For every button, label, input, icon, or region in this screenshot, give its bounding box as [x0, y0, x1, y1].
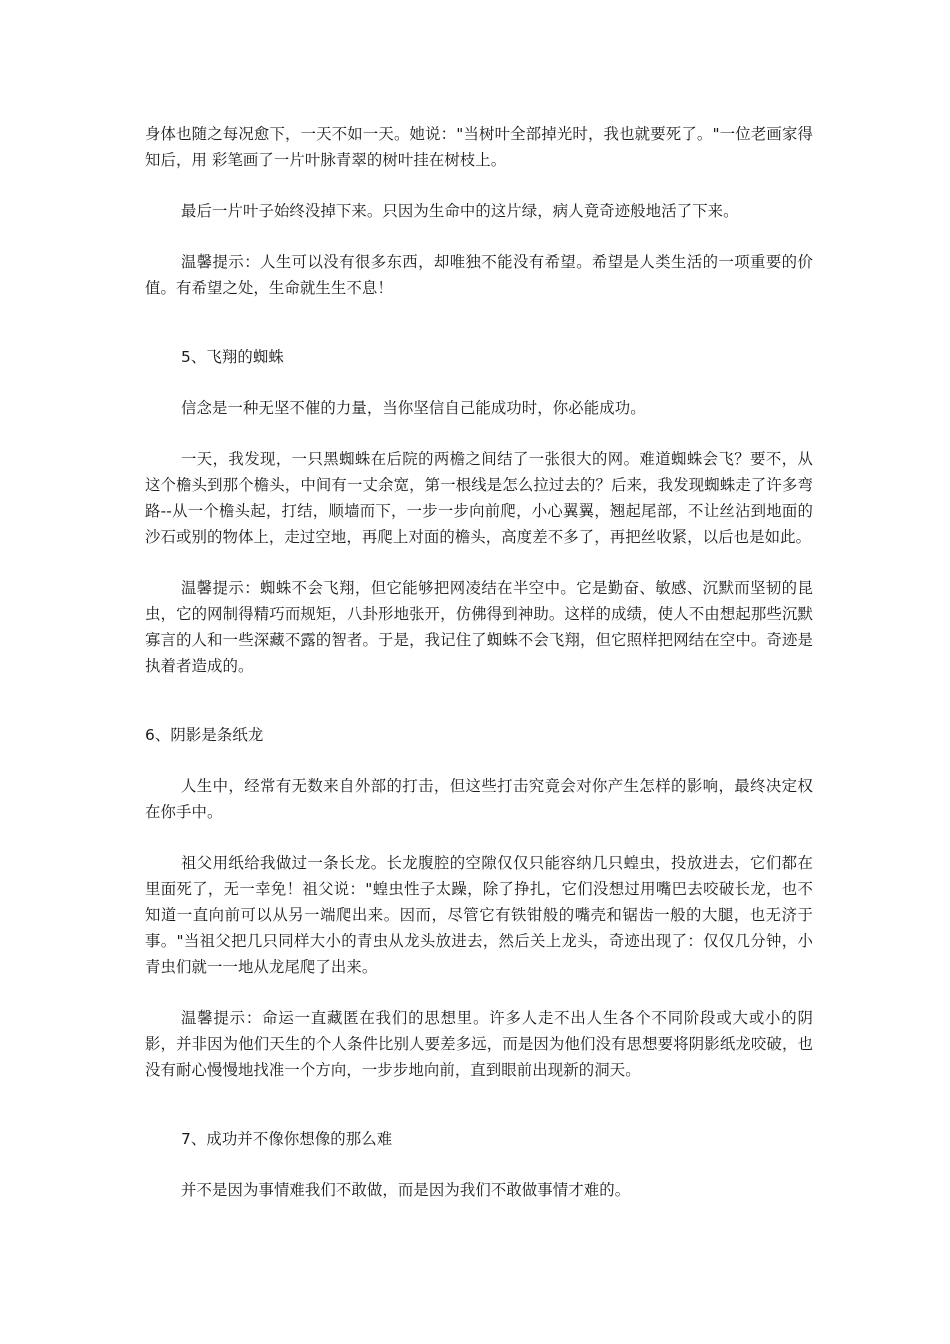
paragraph-belief: 信念是一种无坚不催的力量，当你坚信自己能成功时，你必能成功。 — [181, 399, 646, 417]
document-page — [145, 121, 813, 1203]
section-heading-7: 7、成功并不像你想像的那么难 — [181, 1130, 393, 1148]
paragraph-not-hard: 并不是因为事情难我们不敢做，而是因为我们不敢做事情才难的。 — [181, 1181, 631, 1199]
paragraph-tip-hope: 温馨提示：人生可以没有很多东西，却唯独不能没有希望。希望是人类生活的一项重要的价值。有希望之处，生命就生生不息！ — [145, 253, 813, 297]
paragraph-life-blows: 人生中，经常有无数来自外部的打击，但这些打击究竟会对你产生怎样的影响，最终决定权在你手中。 — [145, 777, 813, 821]
paragraph-tip-spider: 温馨提示：蜘蛛不会飞翔，但它能够把网凌结在半空中。它是勤奋、敏感、沉默而坚韧的昆虫，它的网制得精巧而规矩，八卦形地张开，仿佛得到神助。这样的成绩，使人不由想起那些沉默寡言的人和一些深藏不露的智者。于是，我记住了蜘蛛不会飞翔，但它照样把网结在空中。奇迹是执着者造成的。 — [145, 579, 813, 675]
section-heading-5: 5、飞翔的蜘蛛 — [181, 348, 284, 366]
paragraph-spider-story: 一天，我发现，一只黑蜘蛛在后院的两檐之间结了一张很大的网。难道蜘蛛会飞？要不，从这个檐头到那个檐头，中间有一丈余宽，第一根线是怎么拉过去的？后来，我发现蜘蛛走了许多弯路--从一个檐头起，打结，顺墙而下，一步一步向前爬，小心翼翼，翘起尾部，不让丝沾到地面的沙石或别的物体上，走过空地，再爬上对面的檐头，高度差不多了，再把丝收紧，以后也是如此。 — [145, 450, 813, 546]
section-heading-6: 6、阴影是条纸龙 — [145, 726, 264, 744]
paragraph-paper-dragon: 祖父用纸给我做过一条长龙。长龙腹腔的空隙仅仅只能容纳几只蝗虫，投放进去，它们都在里面死了，无一幸免！祖父说："蝗虫性子太躁，除了挣扎，它们没想过用嘴巴去咬破长龙，也不知道一直向前可以从另一端爬出来。因而，尽管它有铁钳般的嘴壳和锯齿一般的大腿，也无济于事。"当祖父把几只同样大小的青虫从龙头放进去，然后关上龙头，奇迹出现了：仅仅几分钟，小青虫们就一一地从龙尾爬了出来。 — [145, 854, 813, 976]
paragraph-tip-fate: 温馨提示：命运一直藏匿在我们的思想里。许多人走不出人生各个不同阶段或大或小的阴影，并非因为他们天生的个人条件比别人要差多远，而是因为他们没有思想要将阴影纸龙咬破，也没有耐心慢慢地找准一个方向，一步步地向前，直到眼前出现新的洞天。 — [145, 1009, 813, 1079]
paragraph-last-leaf: 最后一片叶子始终没掉下来。只因为生命中的这片绿，病人竟奇迹般地活了下来。 — [181, 202, 739, 220]
paragraph-story-ending: 身体也随之每况愈下，一天不如一天。她说："当树叶全部掉光时，我也就要死了。"一位老画家得知后，用 彩笔画了一片叶脉青翠的树叶挂在树枝上。 — [145, 125, 813, 169]
